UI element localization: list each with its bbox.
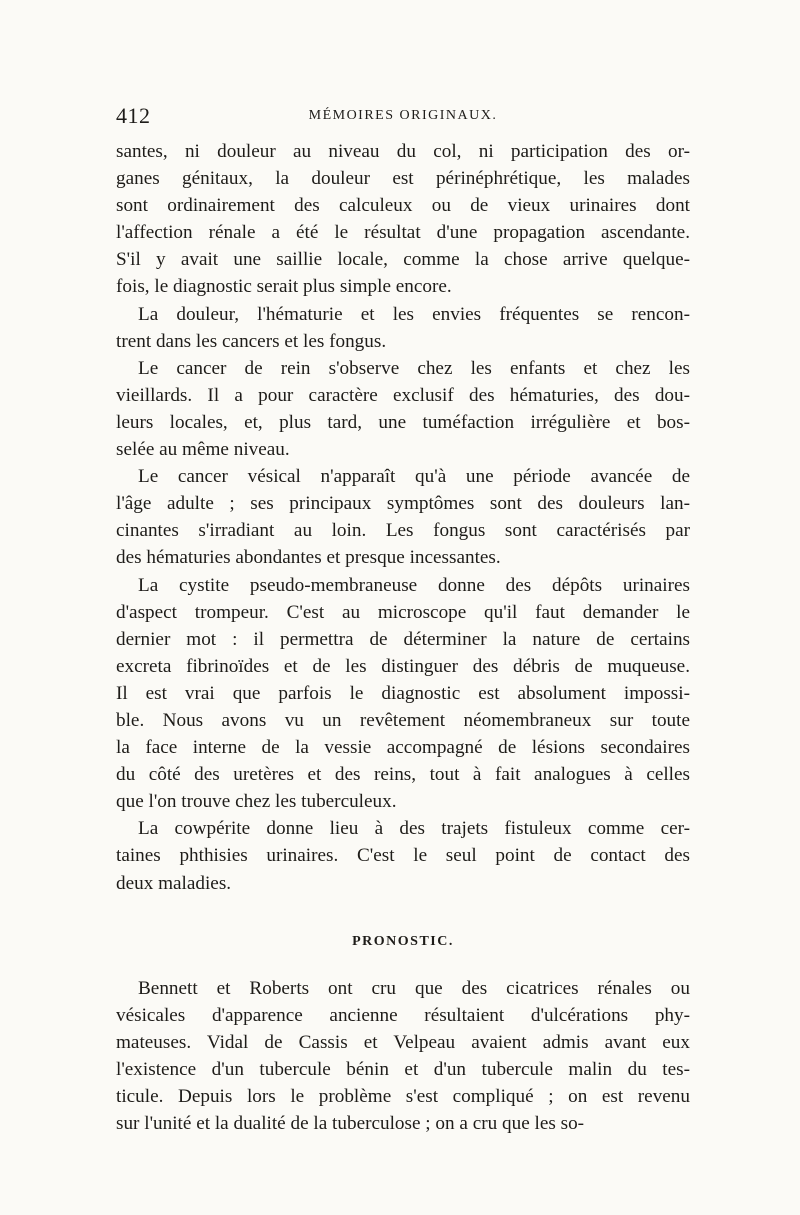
text-line: sont ordinairement des calculeux ou de vieux urinaires dont: [116, 195, 690, 217]
text-line: Il est vrai que parfois le diagnostic est absolument impossi-: [116, 682, 690, 704]
text-line: S'il y avait une saillie locale, comme la chose arrive quelque-: [116, 249, 690, 271]
text-line: fois, le diagnostic serait plus simple encore.: [116, 276, 452, 298]
page-number: 412: [116, 103, 151, 128]
text-line: La cowpérite donne lieu à des trajets fistuleux comme cer-: [138, 818, 690, 840]
text-line: trent dans les cancers et les fongus.: [116, 330, 387, 352]
text-line: ticule. Depuis lors le problème s'est compliqué ; on est revenu: [116, 1086, 690, 1108]
text-line: des hématuries abondantes et presque incessantes.: [116, 547, 501, 569]
paragraph: [116, 355, 690, 463]
text-line: d'aspect trompeur. C'est au microscope qu'il faut demander le: [116, 601, 690, 623]
text-line: La douleur, l'hématurie et les envies fréquentes se rencon-: [138, 303, 690, 325]
text-line: sur l'unité et la dualité de la tuberculose ; on a cru que les so-: [116, 1113, 585, 1135]
body-text-before-heading: [116, 138, 690, 897]
text-line: l'âge adulte ; ses principaux symptômes sont des douleurs lan-: [116, 493, 690, 515]
text-line: taines phthisies urinaires. C'est le seul point de contact des: [116, 845, 690, 867]
text-line: Le cancer de rein s'observe chez les enfants et chez les: [138, 357, 690, 379]
text-line: l'affection rénale a été le résultat d'une propagation ascendante.: [116, 222, 690, 244]
paragraph: [116, 138, 690, 301]
running-head: MÉMOIRES ORIGINAUX.: [308, 108, 498, 123]
text-line: l'existence d'un tubercule bénin et d'un tubercule malin du tes-: [116, 1059, 690, 1081]
text-line: selée au même niveau.: [116, 439, 290, 461]
body-text-after-heading: [116, 975, 690, 1138]
paragraph: [116, 301, 690, 355]
text-line: santes, ni douleur au niveau du col, ni participation des or-: [116, 141, 690, 162]
text-line: La cystite pseudo-membraneuse donne des dépôts urinaires: [138, 574, 690, 596]
text-line: vésicales d'apparence ancienne résultaient d'ulcérations phy-: [116, 1005, 690, 1027]
paragraph: [116, 975, 690, 1138]
text-line: du côté des uretères et des reins, tout à fait analogues à celles: [116, 764, 690, 786]
text-line: mateuses. Vidal de Cassis et Velpeau avaient admis avant eux: [116, 1032, 690, 1054]
text-line: leurs locales, et, plus tard, une tuméfaction irrégulière et bos-: [116, 411, 690, 433]
paragraph: [116, 815, 690, 896]
text-line: que l'on trouve chez les tuberculeux.: [116, 791, 397, 813]
text-line: Bennett et Roberts ont cru que des cicatrices rénales ou: [138, 978, 690, 999]
text-line: deux maladies.: [116, 872, 232, 894]
text-line: ganes génitaux, la douleur est périnéphrétique, les malades: [116, 168, 690, 190]
section-heading: PRONOSTIC.: [352, 934, 454, 949]
text-line: cinantes s'irradiant au loin. Les fongus sont caractérisés par: [116, 520, 690, 542]
text-line: excreta fibrinoïdes et de les distinguer des débris de muqueuse.: [116, 655, 690, 677]
text-line: ble. Nous avons vu un revêtement néomembraneux sur toute: [116, 709, 690, 731]
text-line: la face interne de la vessie accompagné de lésions secondaires: [116, 737, 690, 759]
paragraph: [116, 572, 690, 816]
page-header: [116, 103, 690, 133]
text-line: Le cancer vésical n'apparaît qu'à une période avancée de: [138, 466, 690, 488]
text-line: vieillards. Il a pour caractère exclusif des hématuries, des dou-: [116, 384, 690, 406]
text-line: dernier mot : il permettra de déterminer la nature de certains: [116, 628, 690, 650]
paragraph: [116, 463, 690, 571]
